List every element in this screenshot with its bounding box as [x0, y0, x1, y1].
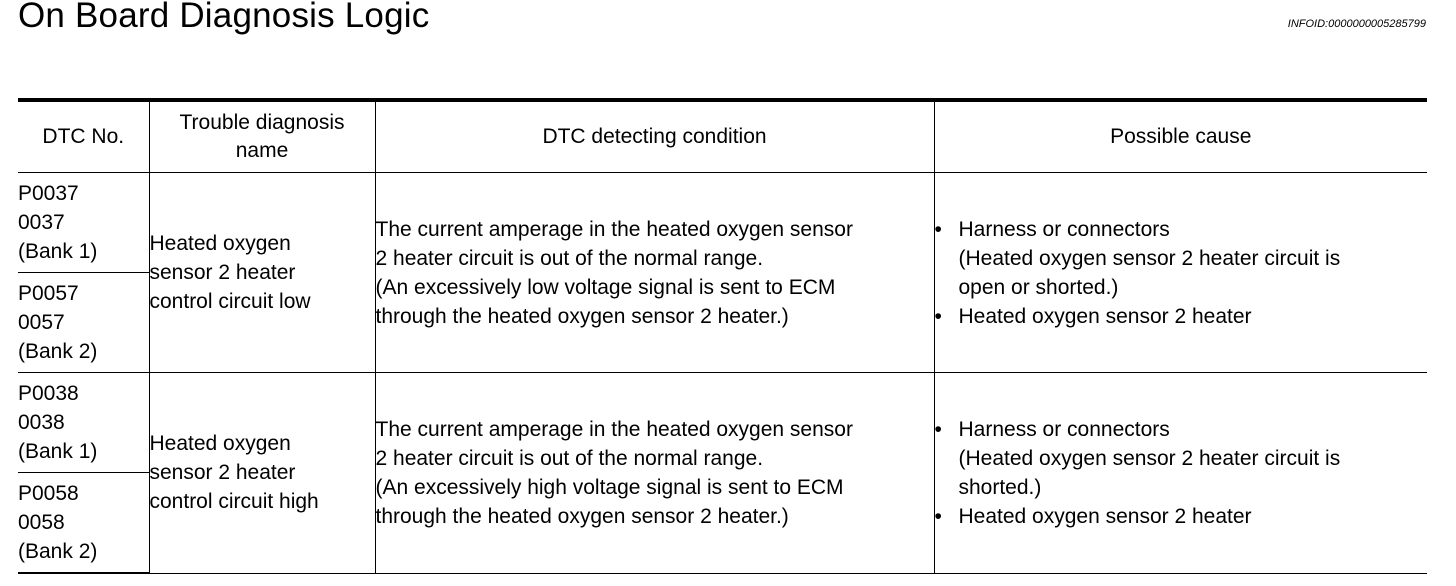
header-line: Possible cause — [1110, 125, 1252, 148]
column-header-dtc-detecting-condition — [375, 100, 934, 173]
list-item — [935, 502, 1428, 531]
condition-line: (An excessively high voltage signal is sent to ECM — [375, 475, 844, 499]
header-line: DTC detecting condition — [542, 125, 767, 148]
possible-cause-cell — [934, 373, 1427, 574]
condition-line: through the heated oxygen sensor 2 heater.) — [375, 504, 789, 528]
dtc-code-cell — [18, 273, 149, 373]
column-header-dtc-no — [18, 100, 149, 173]
condition-line: The current amperage in the heated oxygen sensor — [375, 417, 853, 441]
column-header-possible-cause — [934, 100, 1427, 173]
list-item — [935, 302, 1428, 331]
dtc-code-short: 0038 — [18, 411, 65, 434]
cause-line: shorted.) — [958, 475, 1042, 499]
trouble-name-line: control circuit low — [149, 290, 311, 313]
table-row — [18, 373, 1427, 473]
dtc-code-short: 0057 — [18, 311, 65, 334]
condition-line: 2 heater circuit is out of the normal range. — [375, 246, 764, 270]
trouble-name-line: control circuit high — [149, 490, 319, 514]
bullet-icon: • — [934, 417, 942, 441]
dtc-code: P0058 — [18, 482, 79, 505]
cause-line: (Heated oxygen sensor 2 heater circuit is — [958, 446, 1341, 470]
bullet-icon: • — [934, 217, 942, 241]
dtc-bank: (Bank 1) — [18, 440, 98, 463]
page-title: On Board Diagnosis Logic — [18, 0, 430, 35]
dtc-table — [18, 98, 1427, 574]
dtc-code-short: 0058 — [18, 511, 65, 534]
dtc-code-cell — [18, 373, 149, 473]
column-header-trouble-diagnosis-name — [149, 100, 375, 173]
possible-cause-cell — [934, 173, 1427, 373]
header-line: DTC No. — [42, 125, 125, 148]
trouble-name-line: sensor 2 heater — [149, 461, 296, 485]
list-item — [935, 215, 1428, 302]
dtc-code: P0038 — [18, 382, 79, 405]
dtc-bank: (Bank 2) — [18, 540, 98, 563]
bullet-icon: • — [934, 504, 942, 528]
trouble-name-cell — [149, 373, 375, 574]
condition-line: The current amperage in the heated oxygen sensor — [375, 217, 853, 241]
dtc-code: P0057 — [18, 282, 79, 305]
trouble-name-line: sensor 2 heater — [149, 261, 296, 284]
trouble-name-line: Heated oxygen — [149, 432, 291, 456]
list-item — [935, 415, 1428, 502]
dtc-bank: (Bank 2) — [18, 340, 98, 363]
detecting-condition-cell — [375, 373, 934, 574]
header-line: name — [235, 139, 289, 162]
dtc-code-cell — [18, 473, 149, 574]
header-line: Trouble diagnosis — [179, 111, 345, 134]
cause-list — [935, 215, 1428, 331]
condition-line: through the heated oxygen sensor 2 heater.) — [375, 304, 789, 328]
cause-line: Harness or connectors — [958, 417, 1170, 441]
condition-line: 2 heater circuit is out of the normal range. — [375, 446, 764, 470]
cause-line: Harness or connectors — [958, 217, 1170, 241]
cause-line: (Heated oxygen sensor 2 heater circuit is — [958, 246, 1341, 270]
cause-list — [935, 415, 1428, 531]
cause-line: Heated oxygen sensor 2 heater — [958, 304, 1252, 328]
condition-line: (An excessively low voltage signal is sent to ECM — [375, 275, 836, 299]
dtc-code: P0037 — [18, 182, 79, 205]
table-header-row — [18, 100, 1427, 173]
dtc-code-cell — [18, 173, 149, 273]
info-id: INFOID:0000000005285799 — [1287, 18, 1426, 30]
detecting-condition-cell — [375, 173, 934, 373]
dtc-bank: (Bank 1) — [18, 240, 98, 263]
cause-line: Heated oxygen sensor 2 heater — [958, 504, 1252, 528]
bullet-icon: • — [934, 304, 942, 328]
dtc-code-short: 0037 — [18, 211, 65, 234]
table-row — [18, 173, 1427, 273]
trouble-name-line: Heated oxygen — [149, 232, 291, 255]
trouble-name-cell — [149, 173, 375, 373]
cause-line: open or shorted.) — [958, 275, 1119, 299]
